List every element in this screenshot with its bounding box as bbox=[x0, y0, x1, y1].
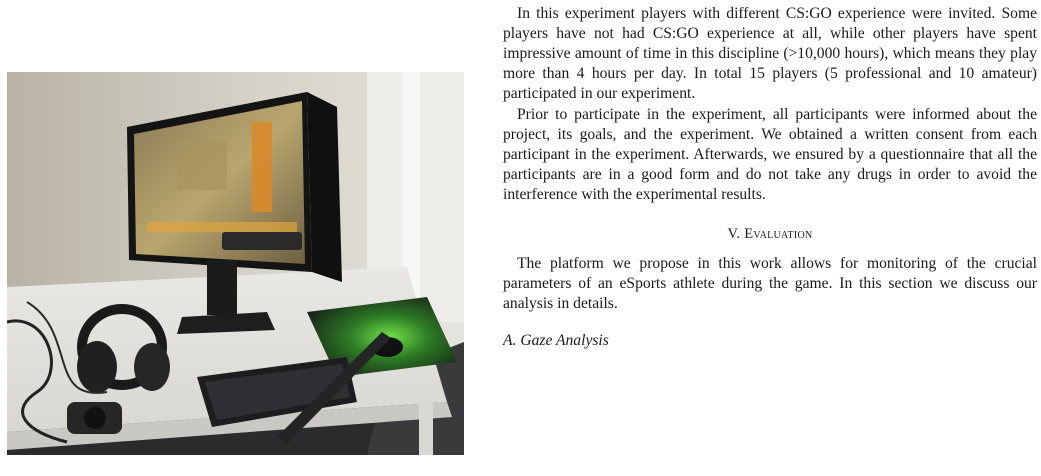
subsection-heading: A. Gaze Analysis bbox=[503, 332, 609, 349]
section-number: V. bbox=[727, 226, 741, 242]
section-heading bbox=[503, 224, 1037, 244]
photo-of-gaming-setup-icon bbox=[7, 72, 464, 455]
paragraph-evaluation: The platform we propose in this work allows for monitoring of the crucial parameters of an eSports athlete during the game. In this section we discuss our analysis in details. bbox=[503, 255, 1037, 312]
text-column bbox=[503, 4, 1037, 351]
paragraph-consent: Prior to participate in the experiment, all participants were informed about the project, its goals, and the experiment. We obtained a written consent from each participant in the experiment. Afterwards, we ensured by a questionnaire that all the participants are in a good form and do not take any drugs in order to avoid the interference with the experimental results. bbox=[503, 106, 1037, 203]
paragraph-participants: In this experiment players with different CS:GO experience were invited. Some players have not had CS:GO experience at all, while other players have spent impressive amount of time in this discipline (>10,000 hours), which means they play more than 4 hours per day. In total 15 players (5 professional and 10 amateur) participated in our experiment. bbox=[503, 5, 1037, 102]
section-title: Evaluation bbox=[744, 226, 813, 242]
figure-photo bbox=[7, 72, 464, 455]
